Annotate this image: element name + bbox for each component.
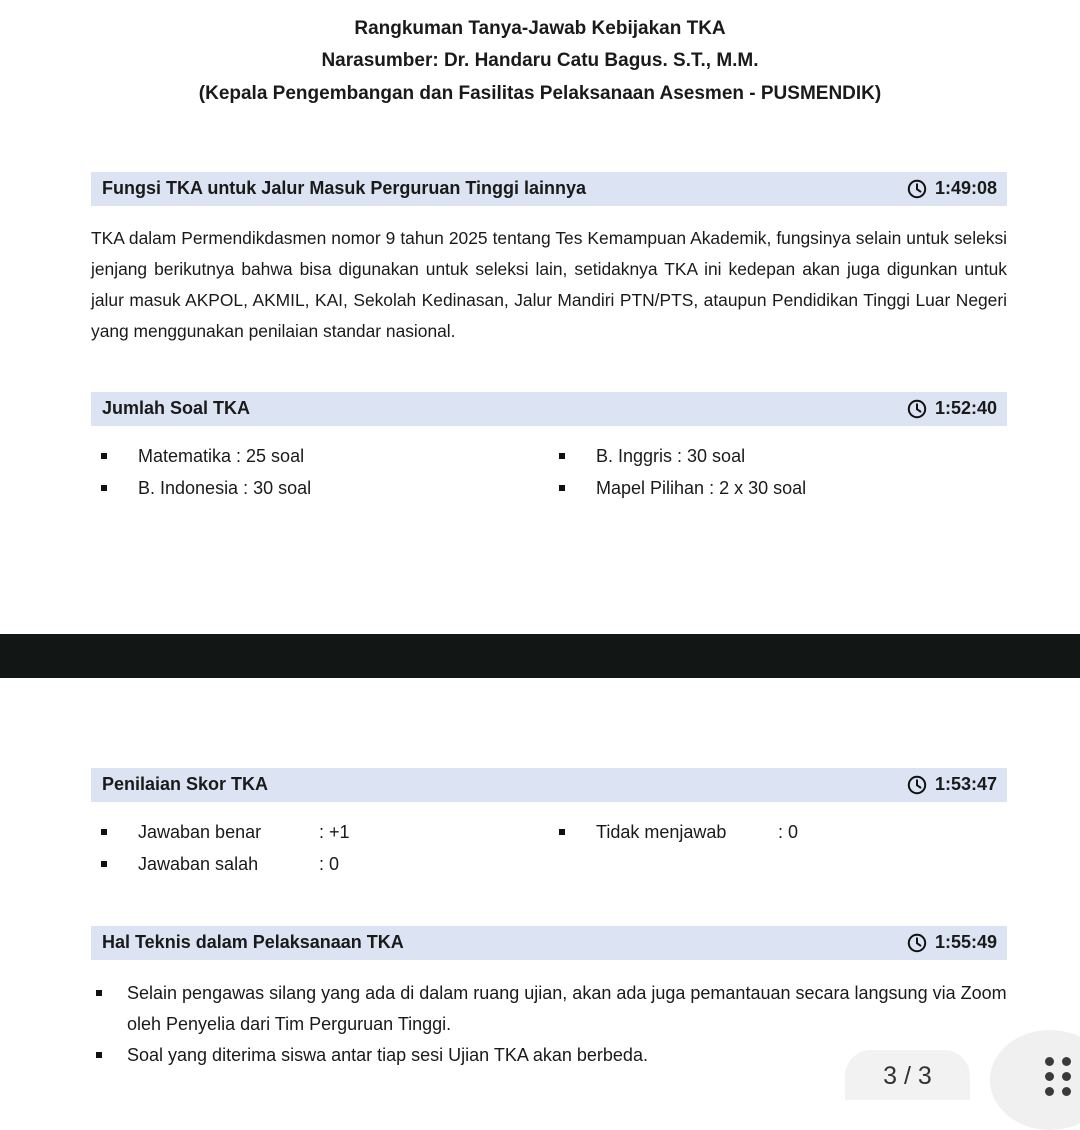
bullet-square xyxy=(101,485,107,491)
bullet-square xyxy=(101,453,107,459)
section-title: Penilaian Skor TKA xyxy=(102,774,269,794)
list-item-text: Matematika : 25 soal xyxy=(138,446,305,466)
clock-icon xyxy=(907,775,927,795)
bullet-square xyxy=(101,861,107,867)
grid-dots-icon[interactable] xyxy=(1045,1057,1075,1097)
section-timestamp xyxy=(907,932,997,953)
score-label: Tidak menjawab xyxy=(596,822,727,842)
list-item-text: Mapel Pilihan : 2 x 30 soal xyxy=(596,478,807,498)
list-item-text: B. Indonesia : 30 soal xyxy=(138,478,312,498)
list-item xyxy=(96,978,1012,1040)
bullet-square xyxy=(101,829,107,835)
score-label: Jawaban salah xyxy=(138,854,259,874)
section-timestamp xyxy=(907,774,997,795)
doc-speaker-position: (Kepala Pengembangan dan Fasilitas Pelaksanaan Asesmen - PUSMENDIK) xyxy=(198,83,882,104)
timestamp-text: 1:53:47 xyxy=(934,774,997,794)
clock-icon xyxy=(907,933,927,953)
list-item-text: Soal yang diterima siswa antar tiap sesi Ujian TKA akan berbeda. xyxy=(127,1045,648,1065)
section-header-penilaian xyxy=(91,768,1007,802)
section-header-fungsi xyxy=(91,172,1007,206)
score-value: : 0 xyxy=(319,854,340,874)
doc-title: Rangkuman Tanya-Jawab Kebijakan TKA xyxy=(354,18,726,39)
doc-speaker: Narasumber: Dr. Handaru Catu Bagus. S.T., M.M. xyxy=(321,50,759,71)
bullet-square xyxy=(559,453,565,459)
timestamp-text: 1:55:49 xyxy=(934,932,997,952)
section-body-fungsi: TKA dalam Permendikdasmen nomor 9 tahun 2025 tentang Tes Kemampuan Akademik, fungsinya selain untuk seleksi jenjang berikutnya bahwa bisa digunakan untuk seleksi lain, setidaknya TKA ini kedepan akan juga digunkan untuk jalur masuk AKPOL, AKMIL, KAI, Sekolah Kedinasan, Jalur Mandiri PTN/PTS, ataupun Pendidikan Tinggi Luar Negeri yang menggunakan penilaian standar nasional. xyxy=(91,228,1007,341)
page-divider xyxy=(0,634,1080,678)
list-item-text: Selain pengawas silang yang ada di dalam ruang ujian, akan ada juga pemantauan secara langsung via Zoom oleh Penyelia dari Tim Perguruan Tinggi. xyxy=(127,983,1007,1034)
bullet-square xyxy=(559,829,565,835)
section-header-teknis xyxy=(91,926,1007,960)
section-timestamp xyxy=(907,178,997,199)
clock-icon xyxy=(907,399,927,419)
section-timestamp xyxy=(907,398,997,419)
list-item-text: B. Inggris : 30 soal xyxy=(596,446,746,466)
timestamp-text: 1:49:08 xyxy=(934,178,997,198)
score-label: Jawaban benar xyxy=(138,822,262,842)
section-header-jumlah xyxy=(91,392,1007,426)
clock-icon xyxy=(907,179,927,199)
section-title: Jumlah Soal TKA xyxy=(102,398,251,418)
score-value: : +1 xyxy=(319,822,350,842)
score-value: : 0 xyxy=(778,822,799,842)
bullet-square xyxy=(559,485,565,491)
timestamp-text: 1:52:40 xyxy=(934,398,997,418)
section-title: Hal Teknis dalam Pelaksanaan TKA xyxy=(102,932,404,952)
bullet-square xyxy=(96,1052,102,1058)
bullet-square xyxy=(96,990,102,996)
section-title: Fungsi TKA untuk Jalur Masuk Perguruan Tinggi lainnya xyxy=(102,178,587,198)
page-indicator[interactable]: 3 / 3 xyxy=(845,1050,970,1100)
